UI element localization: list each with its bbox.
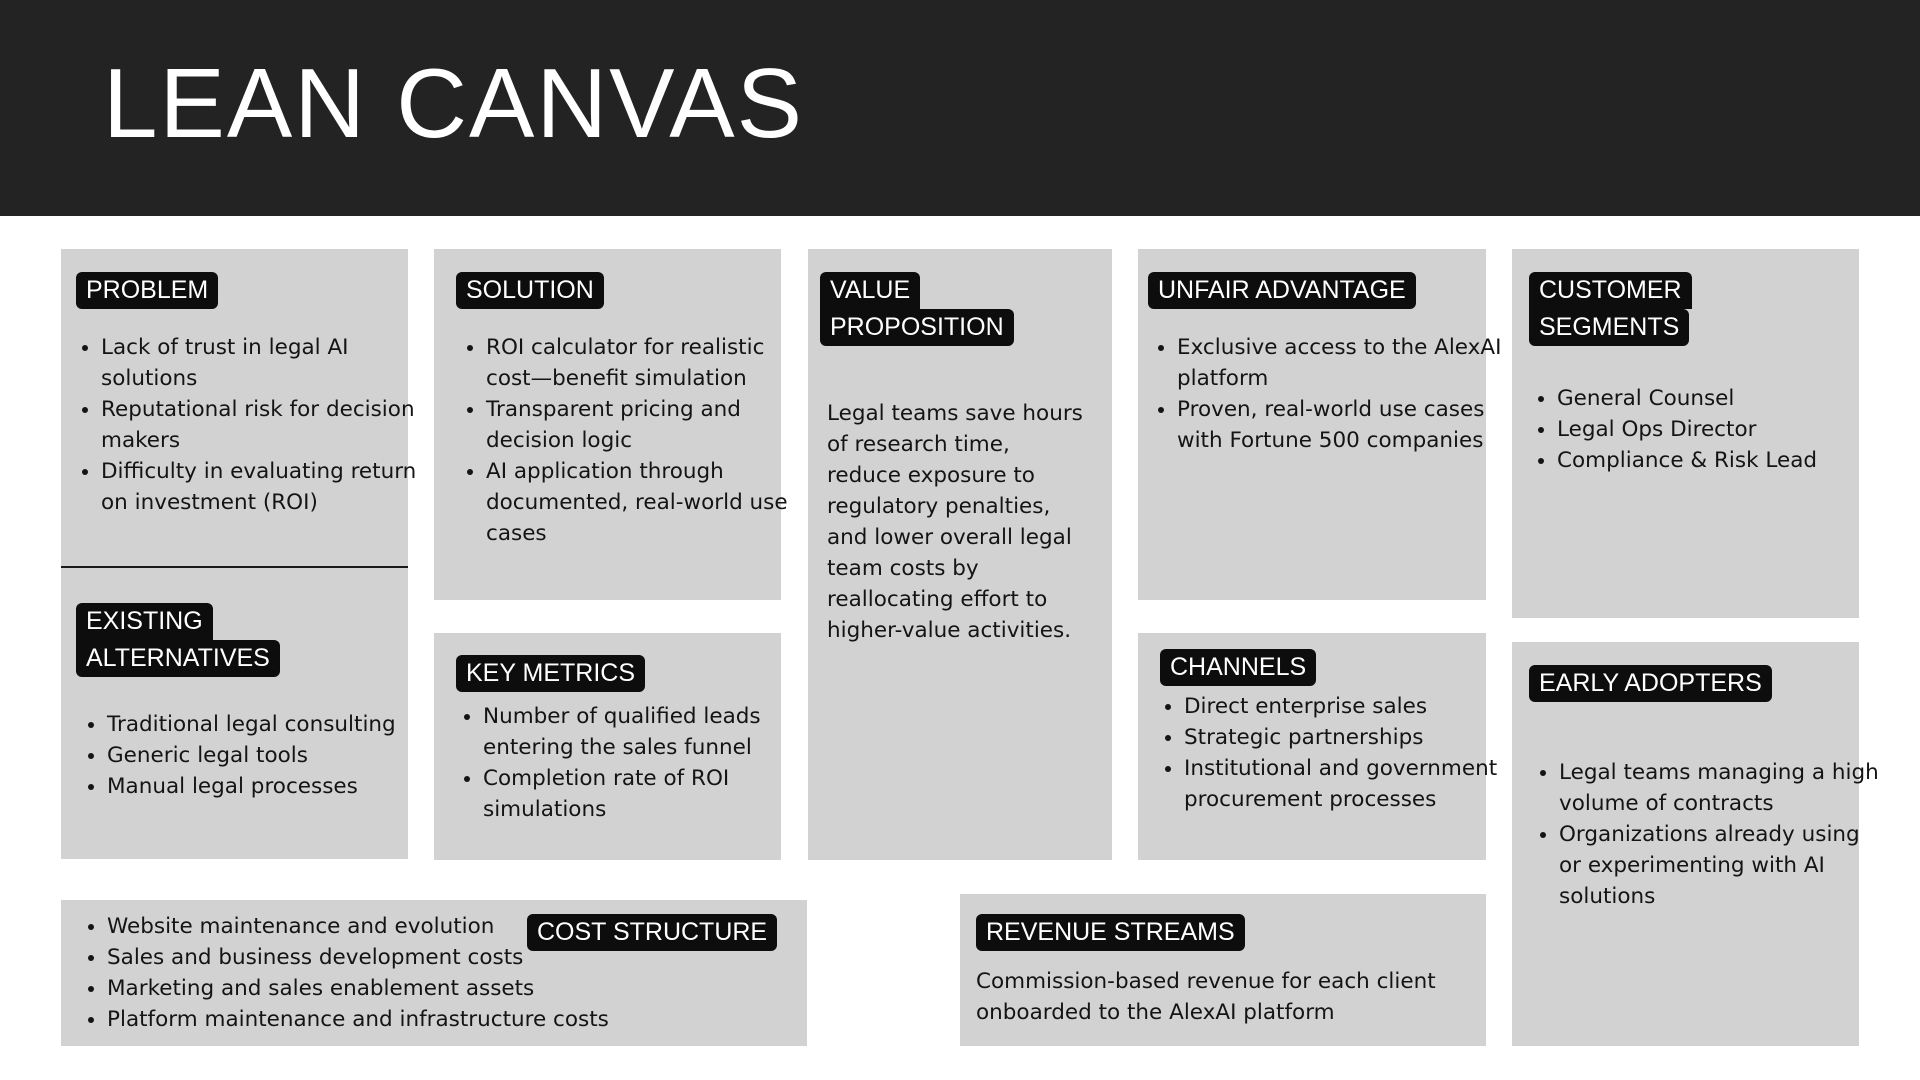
- list-item: • Difficulty in evaluating return on investment (ROI): [101, 456, 431, 518]
- section-divider: [61, 566, 408, 568]
- problem-tag-label: PROBLEM: [76, 272, 218, 309]
- cost-structure-tag: [527, 914, 777, 951]
- list-item: • Number of qualified leads entering the sales funnel: [483, 701, 801, 763]
- value-proposition-tag-line1: VALUE: [820, 272, 920, 309]
- revenue-streams-tag: [976, 914, 1245, 951]
- customer-segments-tag-line2: SEGMENTS: [1529, 309, 1689, 346]
- list-item: • Manual legal processes: [107, 771, 427, 802]
- solution-tag-label: SOLUTION: [456, 272, 604, 309]
- channels-tag-label: CHANNELS: [1160, 649, 1316, 686]
- unfair-advantage-list: [1152, 332, 1507, 456]
- list-item: • Direct enterprise sales: [1184, 691, 1506, 722]
- existing-alternatives-tag-line1: EXISTING: [76, 603, 213, 640]
- list-item: • Compliance & Risk Lead: [1557, 445, 1877, 476]
- list-item: • Exclusive access to the AlexAI platform: [1177, 332, 1507, 394]
- solution-tag: [456, 272, 604, 309]
- header-banner: [0, 0, 1920, 216]
- value-proposition-tag: [820, 272, 1014, 346]
- early-adopters-tag: [1529, 665, 1772, 702]
- list-item: • General Counsel: [1557, 383, 1877, 414]
- existing-alternatives-tag: [76, 603, 280, 677]
- list-item: • Traditional legal consulting: [107, 709, 427, 740]
- revenue-streams-tag-label: REVENUE STREAMS: [976, 914, 1245, 951]
- unfair-advantage-tag-label: UNFAIR ADVANTAGE: [1148, 272, 1416, 309]
- list-item: • ROI calculator for realistic cost—benefit simulation: [486, 332, 801, 394]
- list-item: • Completion rate of ROI simulations: [483, 763, 801, 825]
- cost-structure-tag-label: COST STRUCTURE: [527, 914, 777, 951]
- list-item: • Platform maintenance and infrastructure costs: [107, 1004, 667, 1035]
- key-metrics-list: [458, 701, 801, 825]
- list-item: • Organizations already using or experimenting with AI solutions: [1559, 819, 1879, 912]
- list-item: • Institutional and government procurement processes: [1184, 753, 1506, 815]
- channels-tag: [1160, 649, 1316, 686]
- list-item: • Website maintenance and evolution: [107, 911, 667, 942]
- customer-segments-list: [1532, 383, 1877, 476]
- list-item: • Sales and business development costs: [107, 942, 667, 973]
- page-title: LEAN CANVAS: [103, 48, 804, 158]
- customer-segments-tag-line1: CUSTOMER: [1529, 272, 1692, 309]
- customer-segments-tag: [1529, 272, 1692, 346]
- existing-alternatives-tag-line2: ALTERNATIVES: [76, 640, 280, 677]
- channels-list: [1159, 691, 1506, 815]
- key-metrics-tag-label: KEY METRICS: [456, 655, 645, 692]
- list-item: • Strategic partnerships: [1184, 722, 1506, 753]
- list-item: • Proven, real-world use cases with Fortune 500 companies: [1177, 394, 1507, 456]
- revenue-streams-text: Commission-based revenue for each client onboarded to the AlexAI platform: [976, 969, 1436, 1025]
- list-item: • Marketing and sales enablement assets: [107, 973, 667, 1004]
- list-item: • Generic legal tools: [107, 740, 427, 771]
- value-proposition-tag-line2: PROPOSITION: [820, 309, 1014, 346]
- value-proposition-text: Legal teams save hours of research time, reduce exposure to regulatory penalties, and lower overall legal team costs by reallocating effort to higher-value activities.: [827, 401, 1083, 643]
- problem-tag: [76, 272, 218, 309]
- unfair-advantage-tag: [1148, 272, 1416, 309]
- list-item: • Transparent pricing and decision logic: [486, 394, 801, 456]
- existing-alternatives-list: [82, 709, 427, 802]
- list-item: • Lack of trust in legal AI solutions: [101, 332, 431, 394]
- key-metrics-tag: [456, 655, 645, 692]
- list-item: • Legal Ops Director: [1557, 414, 1877, 445]
- list-item: • Reputational risk for decision makers: [101, 394, 431, 456]
- early-adopters-tag-label: EARLY ADOPTERS: [1529, 665, 1772, 702]
- early-adopters-list: [1534, 757, 1879, 912]
- list-item: • Legal teams managing a high volume of contracts: [1559, 757, 1879, 819]
- list-item: • AI application through documented, real-world use cases: [486, 456, 801, 549]
- solution-list: [461, 332, 801, 549]
- problem-list: [76, 332, 431, 518]
